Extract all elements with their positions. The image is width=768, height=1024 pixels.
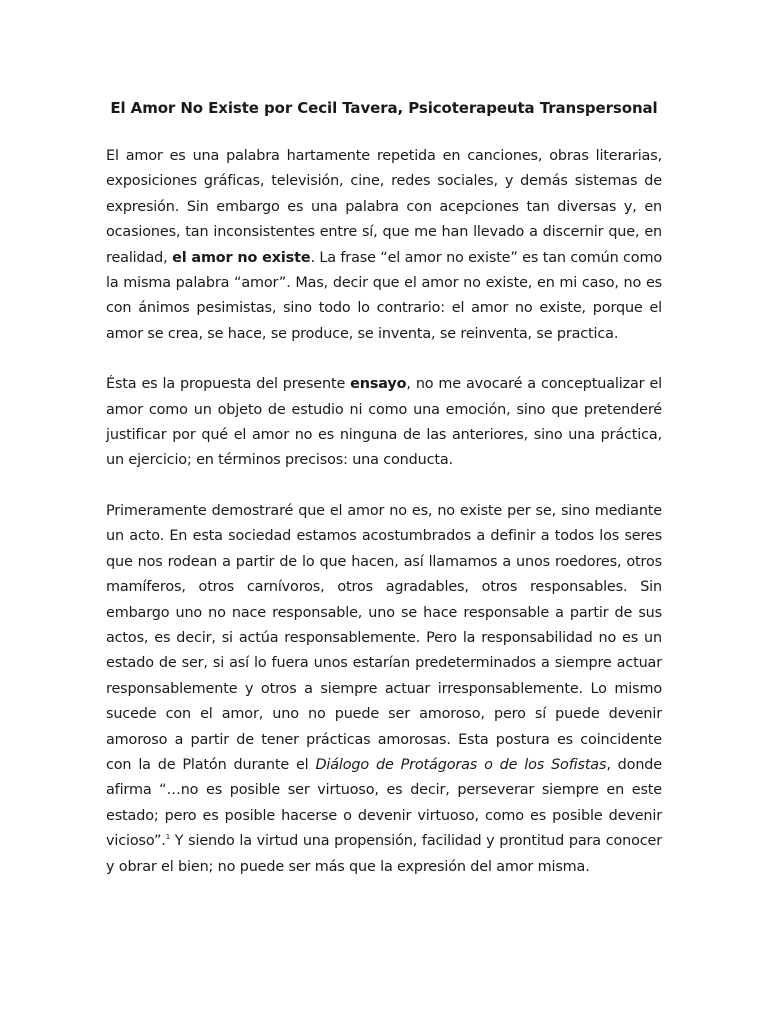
paragraph-2-bold: ensayo — [350, 376, 407, 393]
paragraph-1 — [106, 144, 662, 347]
paragraph-2-text-a: Ésta es la propuesta del presente — [106, 376, 351, 393]
paragraph-2 — [106, 372, 662, 474]
document-title: El Amor No Existe por Cecil Tavera, Psicoterapeuta Transpersonal — [110, 99, 658, 117]
document-page — [106, 96, 662, 905]
paragraph-3-text-b: , donde afirma “…no es posible ser virtuoso, es decir, perseverar siempre en este estado; pero es posible hacerse o devenir virtuoso, como es posible devenir vicioso”. — [106, 756, 662, 850]
paragraph-1-text-a: El amor es una palabra hartamente repetida en canciones, obras literarias, exposiciones gráficas, televisión, cine, redes sociales, y demás sistemas de expresión. Sin embargo es una palabra con acepciones tan diversas y, en ocasiones, tan inconsistentes entre sí, que me han llevado a discernir que, en realidad, — [106, 148, 662, 266]
paragraph-1-text-b: . La frase “el amor no existe” es tan común como la misma palabra “amor”. Mas, decir que el amor no existe, en mi caso, no es con ánimos pesimistas, sino todo lo contrario: el amor no existe, porque el amor se crea, se hace, se produce, se inventa, se reinventa, se practica. — [106, 249, 662, 342]
paragraph-3-text-a: Primeramente demostraré que el amor no es, no existe per se, sino mediante un acto. En esta sociedad estamos acostumbrados a definir a todos los seres que nos rodean a partir de lo que hacen, así llamamos a unos roedores, otros mamíferos, otros carnívoros, otros agradables, otros responsables. Sin embargo uno no nace responsable, uno se hace responsable a partir de sus actos, es decir, si actúa responsablemente. Pero la responsabilidad no es un estado de ser, si así lo fuera unos estarían predeterminados a siempre actuar responsablemente y otros a siempre actuar irresponsablemente. Lo mismo sucede con el amor, uno no puede ser amoroso, pero sí puede devenir amoroso a partir de tener prácticas amorosas. Esta postura es coincidente con la de Platón durante el — [106, 502, 662, 773]
paragraph-3-text-c: Y siendo la virtud una propensión, facilidad y prontitud para conocer y obrar el bien; no puede ser más que la expresión del amor misma. — [106, 833, 662, 875]
footnote-marker: 1 — [165, 833, 171, 842]
paragraph-1-bold: el amor no existe — [172, 249, 311, 266]
paragraph-3 — [106, 499, 662, 880]
paragraph-2-text-b: , no me avocaré a conceptualizar el amor como un objeto de estudio ni como una emoción, sino que pretenderé justificar por qué el amor no es ninguna de las anteriores, sino una práctica, un ejercicio; en términos precisos: una conducta. — [106, 376, 663, 469]
paragraph-3-italic: Diálogo de Protágoras o de los Sofistas — [315, 756, 607, 773]
